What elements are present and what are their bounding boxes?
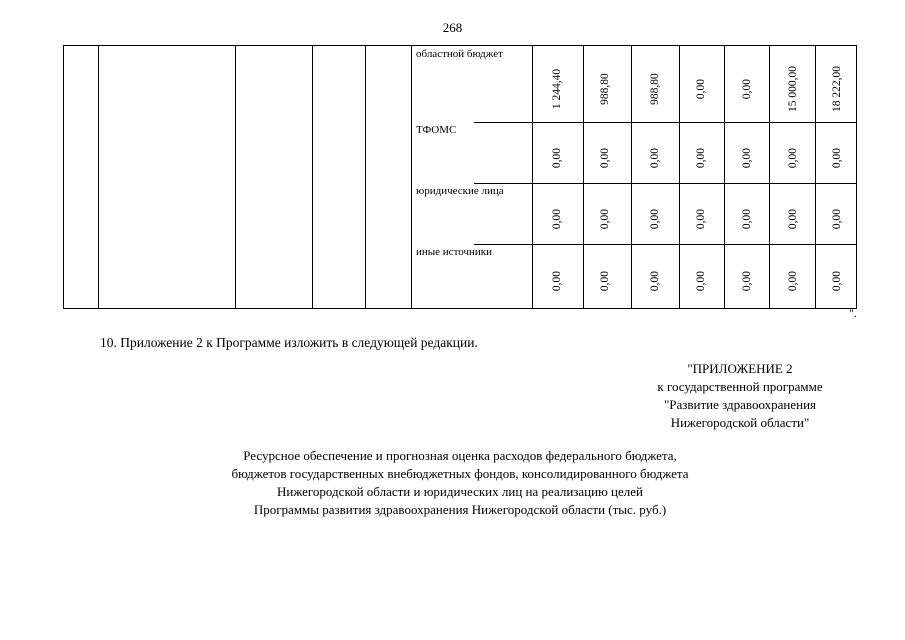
cell-value-text: 1 244,40 <box>551 68 563 110</box>
cell-value-text: 0,00 <box>831 270 843 292</box>
appendix-line: "Развитие здравоохранения <box>663 397 817 412</box>
appendix-line: Нижегородской области" <box>670 415 810 430</box>
page-number: 268 <box>442 20 463 35</box>
table-vline <box>724 46 725 308</box>
appendix-line: "ПРИЛОЖЕНИЕ 2 <box>687 361 793 376</box>
cell-value-text: 0,00 <box>741 147 753 168</box>
cell-value-text: 0,00 <box>787 208 799 229</box>
cell-value-text: 0,00 <box>741 270 753 292</box>
table-hline <box>474 244 857 245</box>
funding-table <box>63 45 857 309</box>
cell-value-text: 0,00 <box>695 78 707 100</box>
instruction-paragraph: 10. Приложение 2 к Программе изложить в следующей редакции. <box>100 335 478 350</box>
table-vline <box>312 46 313 308</box>
cell-value-text: 988,80 <box>649 73 661 105</box>
cell-value-text: 0,00 <box>787 147 799 168</box>
title-line: Нижегородской области и юридических лиц на реализацию целей <box>277 484 643 499</box>
cell-value-text: 0,00 <box>695 208 707 229</box>
cell-value-text: 0,00 <box>649 208 661 229</box>
cell-value-text: 0,00 <box>695 147 707 168</box>
table-vline <box>411 46 412 308</box>
table-vline <box>815 46 816 308</box>
cell-value-text: 18 222,00 <box>831 66 843 112</box>
funding-source-label: иные источники <box>416 246 492 258</box>
table-hline <box>474 183 857 184</box>
table-vline <box>679 46 680 308</box>
cell-value-text: 0,00 <box>831 208 843 229</box>
cell-value-text: 0,00 <box>551 208 563 229</box>
cell-value-text: 0,00 <box>695 270 707 292</box>
table-vline <box>631 46 632 308</box>
cell-value-text: 988,80 <box>599 73 611 105</box>
table-hline <box>474 122 857 123</box>
table-vline <box>63 46 64 308</box>
table-vline <box>769 46 770 308</box>
table-vline <box>583 46 584 308</box>
table-vline <box>98 46 99 308</box>
table-vline <box>856 46 857 308</box>
cell-value-text: 0,00 <box>741 208 753 229</box>
cell-value-text: 0,00 <box>551 270 563 292</box>
table-vline <box>365 46 366 308</box>
funding-source-label: ТФОМС <box>416 124 457 136</box>
cell-value-text: 0,00 <box>599 147 611 168</box>
table-vline <box>532 46 533 308</box>
cell-value-text: 0,00 <box>551 147 563 168</box>
cell-value-text: 0,00 <box>741 78 753 100</box>
table-vline <box>235 46 236 308</box>
table-end-mark: ". <box>849 306 857 320</box>
appendix-heading <box>630 360 850 432</box>
funding-source-label: областной бюджет <box>416 48 503 60</box>
cell-value-text: 15 000,00 <box>787 66 799 112</box>
cell-value-text: 0,00 <box>649 270 661 292</box>
cell-value-text: 0,00 <box>599 270 611 292</box>
document-title <box>150 447 770 519</box>
appendix-line: к государственной программе <box>657 379 823 394</box>
title-line: Ресурсное обеспечение и прогнозная оценка расходов федерального бюджета, <box>243 448 677 463</box>
title-line: Программы развития здравоохранения Нижегородской области (тыс. руб.) <box>253 502 667 517</box>
cell-value-text: 0,00 <box>649 147 661 168</box>
cell-value-text: 0,00 <box>831 147 843 168</box>
title-line: бюджетов государственных внебюджетных фондов, консолидированного бюджета <box>231 466 689 481</box>
cell-value-text: 0,00 <box>787 270 799 292</box>
cell-value-text: 0,00 <box>599 208 611 229</box>
funding-source-label: юридические лица <box>416 185 504 197</box>
